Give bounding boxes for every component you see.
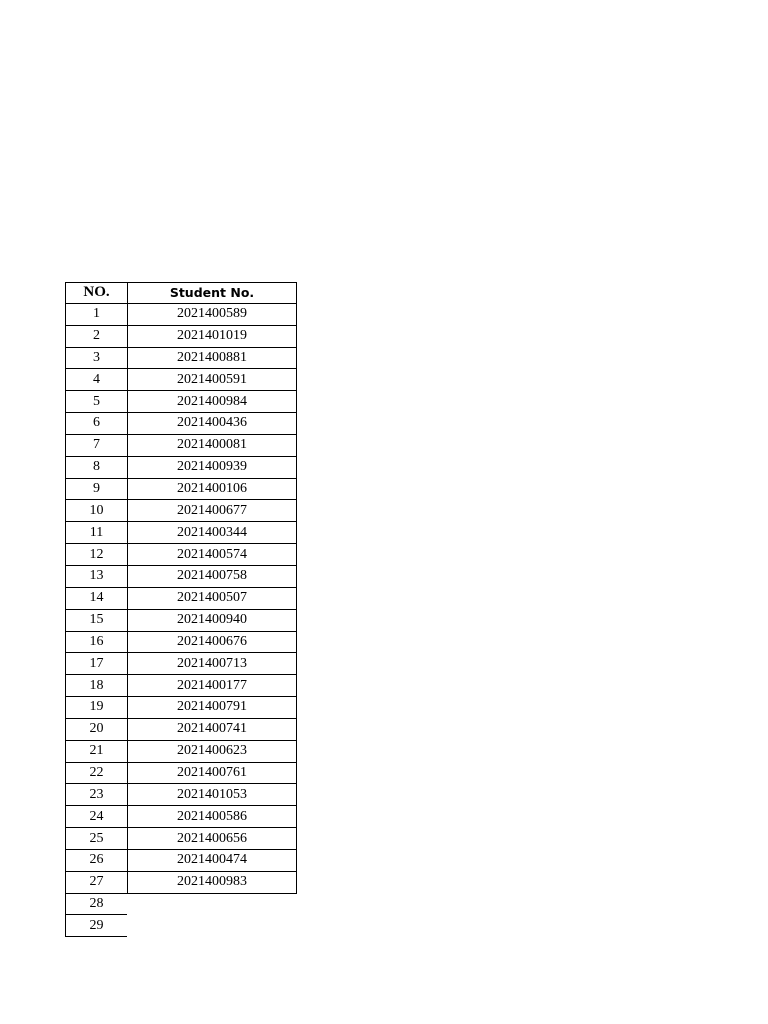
table-row xyxy=(65,828,297,850)
student-number: 2021400713 xyxy=(127,653,297,675)
student-number: 2021400984 xyxy=(127,391,297,413)
row-number: 25 xyxy=(65,828,127,850)
table-row xyxy=(65,348,297,370)
student-number: 2021400741 xyxy=(127,719,297,741)
table-row xyxy=(65,719,297,741)
table-row xyxy=(65,784,297,806)
row-number: 4 xyxy=(65,369,127,391)
row-number: 29 xyxy=(65,915,127,937)
table-row xyxy=(65,610,297,632)
row-number: 27 xyxy=(65,872,127,894)
header-student-no: Student No. xyxy=(127,282,297,304)
header-no: NO. xyxy=(65,282,127,304)
student-number: 2021400676 xyxy=(127,632,297,654)
student-number: 2021400677 xyxy=(127,500,297,522)
row-number: 2 xyxy=(65,326,127,348)
student-number: 2021400081 xyxy=(127,435,297,457)
row-number: 12 xyxy=(65,544,127,566)
row-number: 9 xyxy=(65,479,127,501)
table-row xyxy=(65,500,297,522)
student-number: 2021400574 xyxy=(127,544,297,566)
row-number: 26 xyxy=(65,850,127,872)
table-row xyxy=(65,675,297,697)
table-header-row xyxy=(65,282,297,304)
row-number: 14 xyxy=(65,588,127,610)
table-row xyxy=(65,479,297,501)
student-number: 2021400761 xyxy=(127,763,297,785)
student-number: 2021400586 xyxy=(127,806,297,828)
student-number: 2021401019 xyxy=(127,326,297,348)
row-number: 11 xyxy=(65,522,127,544)
row-number: 8 xyxy=(65,457,127,479)
student-number: 2021400758 xyxy=(127,566,297,588)
row-number: 17 xyxy=(65,653,127,675)
row-number: 16 xyxy=(65,632,127,654)
row-number: 15 xyxy=(65,610,127,632)
table-row xyxy=(65,369,297,391)
row-number: 24 xyxy=(65,806,127,828)
student-number: 2021400940 xyxy=(127,610,297,632)
table-row xyxy=(65,391,297,413)
row-number: 22 xyxy=(65,763,127,785)
row-number: 21 xyxy=(65,741,127,763)
row-number: 3 xyxy=(65,348,127,370)
table-row xyxy=(65,566,297,588)
student-number: 2021400791 xyxy=(127,697,297,719)
row-number: 5 xyxy=(65,391,127,413)
row-number: 7 xyxy=(65,435,127,457)
student-number: 2021400344 xyxy=(127,522,297,544)
table-row xyxy=(65,326,297,348)
student-number: 2021400177 xyxy=(127,675,297,697)
table-row xyxy=(65,763,297,785)
row-number: 28 xyxy=(65,894,127,916)
table-row xyxy=(65,413,297,435)
student-number-table xyxy=(65,282,297,937)
table-row xyxy=(65,741,297,763)
student-number: 2021400656 xyxy=(127,828,297,850)
table-row xyxy=(65,850,297,872)
table-row xyxy=(65,435,297,457)
row-number: 6 xyxy=(65,413,127,435)
table-row xyxy=(65,304,297,326)
row-number: 1 xyxy=(65,304,127,326)
table-row xyxy=(65,632,297,654)
row-number: 19 xyxy=(65,697,127,719)
student-number: 2021400881 xyxy=(127,348,297,370)
table-body xyxy=(65,304,297,937)
table-row-empty xyxy=(65,894,297,916)
table-row-empty xyxy=(65,915,297,937)
table-row xyxy=(65,806,297,828)
student-number: 2021400623 xyxy=(127,741,297,763)
student-number: 2021400589 xyxy=(127,304,297,326)
table-row xyxy=(65,697,297,719)
row-number: 13 xyxy=(65,566,127,588)
table-row xyxy=(65,653,297,675)
table-row xyxy=(65,522,297,544)
student-number: 2021400106 xyxy=(127,479,297,501)
row-number: 23 xyxy=(65,784,127,806)
student-number: 2021400591 xyxy=(127,369,297,391)
table-row xyxy=(65,457,297,479)
student-number: 2021400983 xyxy=(127,872,297,894)
student-number: 2021400939 xyxy=(127,457,297,479)
row-number: 10 xyxy=(65,500,127,522)
student-number: 2021400507 xyxy=(127,588,297,610)
table-row xyxy=(65,872,297,894)
student-number: 2021401053 xyxy=(127,784,297,806)
student-number: 2021400436 xyxy=(127,413,297,435)
table-row xyxy=(65,588,297,610)
table-row xyxy=(65,544,297,566)
row-number: 20 xyxy=(65,719,127,741)
row-number: 18 xyxy=(65,675,127,697)
student-number: 2021400474 xyxy=(127,850,297,872)
